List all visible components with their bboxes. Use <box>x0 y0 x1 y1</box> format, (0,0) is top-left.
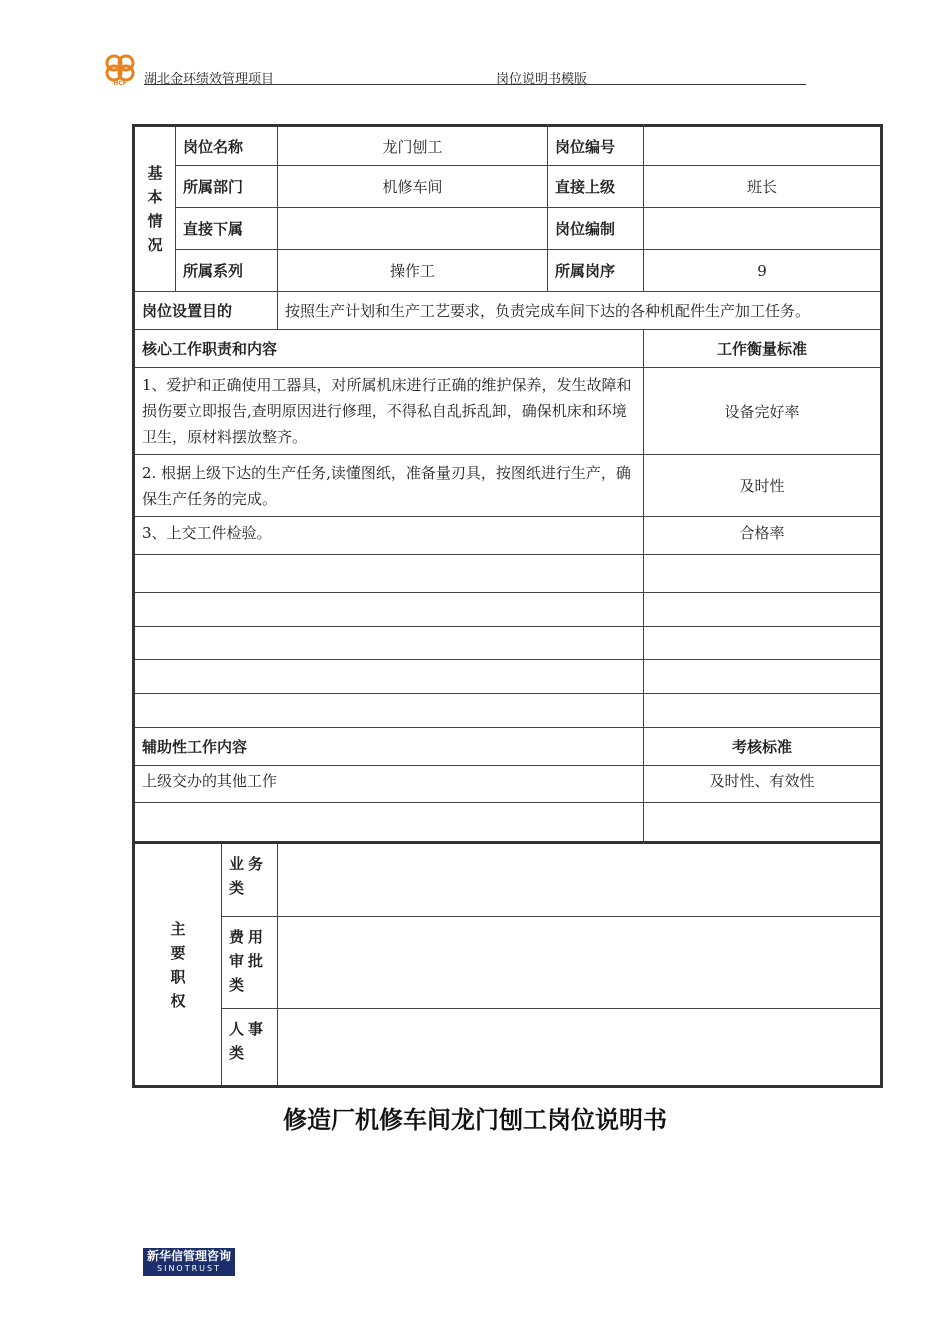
rank-value: 9 <box>644 250 882 292</box>
authority-row <box>134 917 882 1009</box>
project-name: 湖北金环绩效管理项目 <box>144 72 275 87</box>
position-code-label: 岗位编号 <box>548 126 644 166</box>
job-description-form <box>132 124 880 1088</box>
series-value: 操作工 <box>278 250 548 292</box>
authority-row <box>134 843 882 917</box>
logo-text: HCF <box>113 80 127 86</box>
authority-hr-content <box>278 1009 882 1087</box>
aux-header-row <box>134 728 882 766</box>
purpose-text: 按照生产计划和生产工艺要求，负责完成车间下达的各种机配件生产加工任务。 <box>278 292 882 330</box>
authority-hr-label: 人事类 <box>222 1009 278 1087</box>
form-table <box>132 124 883 1088</box>
core-item-row <box>134 517 882 555</box>
core-item-text: 1、爱护和正确使用工器具，对所属机床进行正确的维护保养，发生故障和损伤要立即报告,查明原因进行修理，不得私自乱拆乱卸，确保机床和环境卫生，原材料摆放整齐。 <box>134 368 644 455</box>
series-label: 所属系列 <box>176 250 278 292</box>
page-header <box>100 52 810 86</box>
authority-expense-label: 费用审批类 <box>222 917 278 1009</box>
empty-row <box>134 803 882 843</box>
authority-label: 主要职权 <box>134 843 222 1087</box>
aux-item-text: 上级交办的其他工作 <box>134 766 644 803</box>
aux-standard-header: 考核标准 <box>644 728 882 766</box>
basic-row-4 <box>134 250 882 292</box>
position-code-value <box>644 126 882 166</box>
core-header-row <box>134 330 882 368</box>
core-item-standard: 及时性 <box>644 455 882 517</box>
basic-section-label: 基本情况 <box>134 126 176 292</box>
core-standard-header: 工作衡量标准 <box>644 330 882 368</box>
aux-item-standard: 及时性、有效性 <box>644 766 882 803</box>
empty-row <box>134 555 882 593</box>
core-item-row <box>134 368 882 455</box>
position-name-label: 岗位名称 <box>176 126 278 166</box>
aux-item-row <box>134 766 882 803</box>
empty-row <box>134 593 882 627</box>
core-header: 核心工作职责和内容 <box>134 330 644 368</box>
hcf-logo-icon <box>100 52 140 86</box>
core-item-text: 2. 根据上级下达的生产任务,读懂图纸，准备量刃具，按图纸进行生产，确保生产任务的完成。 <box>134 455 644 517</box>
core-item-text: 3、上交工件检验。 <box>134 517 644 555</box>
core-item-row <box>134 455 882 517</box>
authority-business-label: 业务类 <box>222 843 278 917</box>
purpose-row <box>134 292 882 330</box>
basic-row-3 <box>134 208 882 250</box>
authority-row <box>134 1009 882 1087</box>
document-title: 修造厂机修车间龙门刨工岗位说明书 <box>283 1106 667 1134</box>
subordinate-value <box>278 208 548 250</box>
basic-row-1 <box>134 126 882 166</box>
superior-label: 直接上级 <box>548 166 644 208</box>
doc-type: 岗位说明书模版 <box>496 72 588 87</box>
department-value: 机修车间 <box>278 166 548 208</box>
rank-label: 所属岗序 <box>548 250 644 292</box>
sinotrust-logo <box>143 1248 235 1276</box>
authority-business-content <box>278 843 882 917</box>
headcount-value <box>644 208 882 250</box>
empty-row <box>134 660 882 694</box>
footer-brand-cn: 新华信管理咨询 <box>146 1249 231 1263</box>
superior-value: 班长 <box>644 166 882 208</box>
position-name-value: 龙门刨工 <box>278 126 548 166</box>
core-item-standard: 合格率 <box>644 517 882 555</box>
subordinate-label: 直接下属 <box>176 208 278 250</box>
footer-brand-en: SINOTRUST <box>157 1264 221 1273</box>
basic-row-2 <box>134 166 882 208</box>
core-item-standard: 设备完好率 <box>644 368 882 455</box>
purpose-label: 岗位设置目的 <box>134 292 278 330</box>
authority-expense-content <box>278 917 882 1009</box>
header-rule <box>144 84 806 85</box>
empty-row <box>134 627 882 660</box>
headcount-label: 岗位编制 <box>548 208 644 250</box>
department-label: 所属部门 <box>176 166 278 208</box>
aux-header: 辅助性工作内容 <box>134 728 644 766</box>
empty-row <box>134 694 882 728</box>
